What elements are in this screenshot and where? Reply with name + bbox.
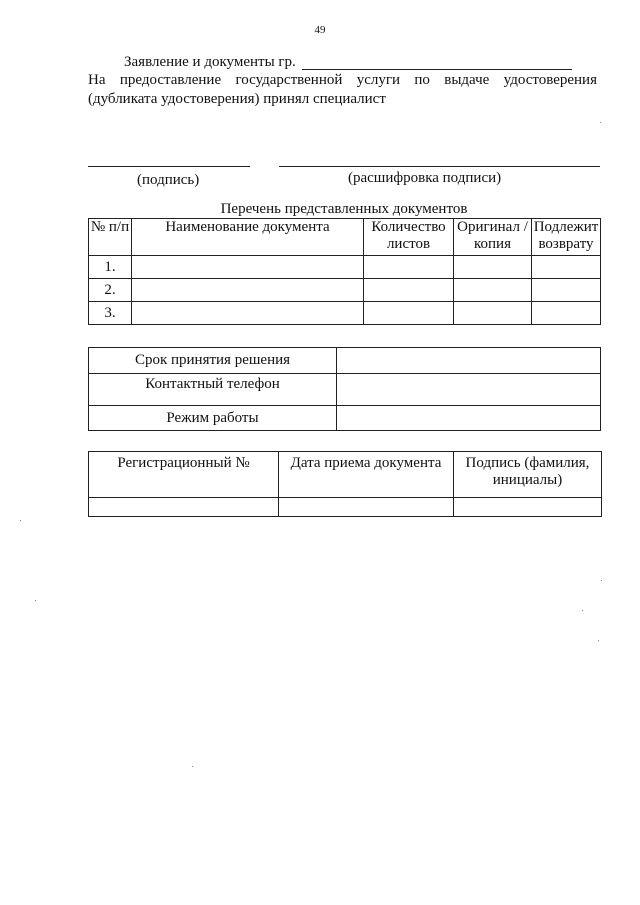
cell-document-name[interactable]	[132, 256, 364, 279]
row-number: 3.	[89, 302, 132, 325]
scan-speck	[601, 580, 602, 581]
documents-table-header	[89, 219, 601, 256]
col-header-original-copy: Оригинал /копия	[454, 219, 532, 256]
working-hours-value[interactable]	[337, 406, 601, 431]
signature-blank	[88, 166, 250, 167]
cell-to-return[interactable]	[532, 256, 601, 279]
signature-label: (подпись)	[137, 172, 200, 188]
table-row	[89, 348, 601, 374]
cell-signature[interactable]	[454, 498, 602, 517]
documents-table	[88, 218, 601, 325]
cell-original-copy[interactable]	[454, 279, 532, 302]
contact-phone-label: Контактный телефон	[89, 374, 337, 406]
working-hours-label: Режим работы	[89, 406, 337, 431]
row-number: 1.	[89, 256, 132, 279]
cell-sheet-count[interactable]	[364, 302, 454, 325]
col-header-sheet-count: Количество листов	[364, 219, 454, 256]
table-row	[89, 498, 602, 517]
contact-phone-value[interactable]	[337, 374, 601, 406]
table-row	[89, 279, 601, 302]
table-row	[89, 406, 601, 431]
scan-speck	[35, 600, 36, 601]
decision-deadline-value[interactable]	[337, 348, 601, 374]
col-header-signature: Подпись (фамилия, инициалы)	[454, 452, 602, 498]
accepted-by-text: На предоставление государственной услуги по выдаче удостоверения (дубликата удостоверения) принял специалист	[88, 72, 597, 107]
statement-line: Заявление и документы гр.	[124, 54, 296, 70]
cell-original-copy[interactable]	[454, 302, 532, 325]
cell-sheet-count[interactable]	[364, 256, 454, 279]
registration-table	[88, 451, 602, 517]
scan-speck	[20, 520, 21, 521]
cell-to-return[interactable]	[532, 302, 601, 325]
col-header-number: № п/п	[89, 219, 132, 256]
col-header-receipt-date: Дата приема документа	[279, 452, 454, 498]
table-row	[89, 302, 601, 325]
applicant-name-blank	[302, 69, 572, 70]
scan-speck	[192, 766, 193, 767]
row-number: 2.	[89, 279, 132, 302]
scan-speck	[582, 610, 583, 611]
col-header-document-name: Наименование документа	[132, 219, 364, 256]
table-row	[89, 256, 601, 279]
cell-sheet-count[interactable]	[364, 279, 454, 302]
decision-deadline-label: Срок принятия решения	[89, 348, 337, 374]
documents-table-caption: Перечень представленных документов	[220, 201, 468, 217]
cell-document-name[interactable]	[132, 279, 364, 302]
cell-original-copy[interactable]	[454, 256, 532, 279]
cell-to-return[interactable]	[532, 279, 601, 302]
info-table	[88, 347, 601, 431]
registration-table-header	[89, 452, 602, 498]
cell-receipt-date[interactable]	[279, 498, 454, 517]
cell-registration-number[interactable]	[89, 498, 279, 517]
page-number: 49	[314, 24, 326, 36]
scan-speck	[600, 122, 601, 123]
signature-decoding-blank	[279, 166, 600, 167]
col-header-to-return: Подлежит возврату	[532, 219, 601, 256]
signature-decoding-label: (расшифровка подписи)	[348, 170, 502, 186]
scan-speck	[598, 640, 599, 641]
col-header-registration-number: Регистрационный №	[89, 452, 279, 498]
table-row	[89, 374, 601, 406]
cell-document-name[interactable]	[132, 302, 364, 325]
